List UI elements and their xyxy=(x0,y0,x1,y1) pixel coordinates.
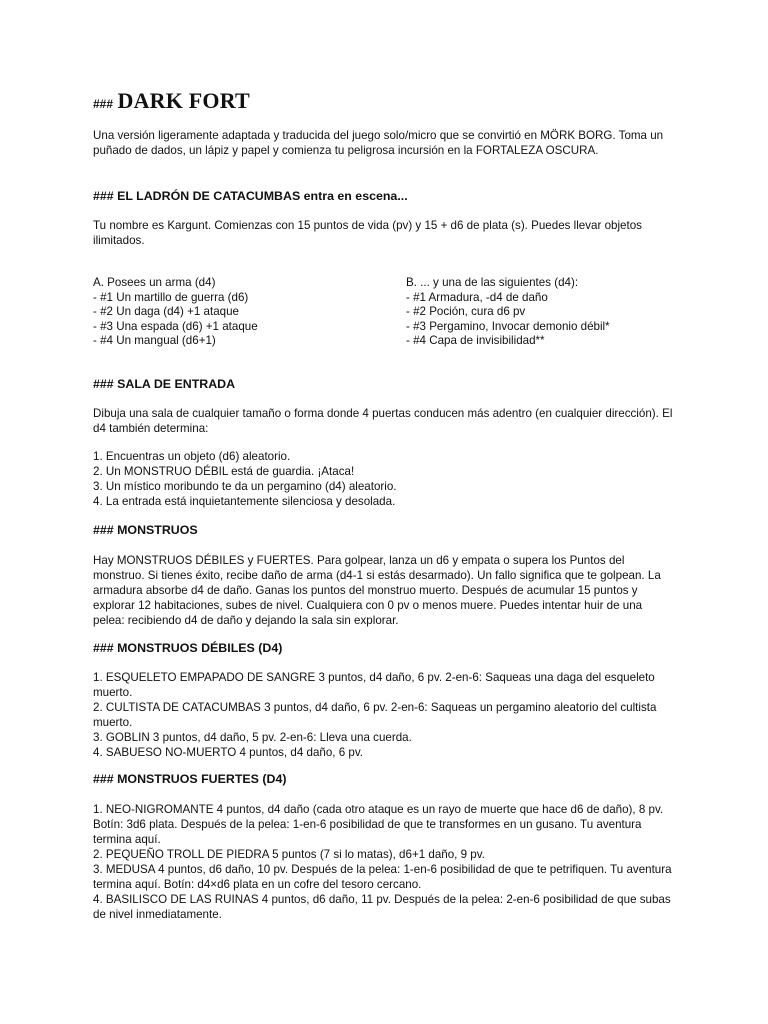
weapon-heading: A. Posees un arma (d4) xyxy=(93,276,216,289)
sala-paragraph xyxy=(93,406,683,436)
list-item: termina aquí. xyxy=(93,833,161,846)
monstruos-paragraph xyxy=(93,553,683,628)
heading-debiles: ### MONSTRUOS DÉBILES (D4) xyxy=(93,641,283,655)
monstruos-line: Hay MONSTRUOS DÉBILES y FUERTES. Para golpear, lanza un d6 y empata o supera los Puntos del xyxy=(93,554,625,567)
list-item: 4. BASILISCO DE LAS RUINAS 4 puntos, d6 daño, 11 pv. Después de la pelea: 2-en-6 posibilidad de que subas xyxy=(93,893,671,906)
weapon-column xyxy=(93,276,393,349)
document-title xyxy=(93,88,250,114)
item-option: - #4 Capa de invisibilidad** xyxy=(406,334,545,347)
list-item: 2. Un MONSTRUO DÉBIL está de guardia. ¡Ataca! xyxy=(93,465,355,478)
monstruos-line: explorar 12 habitaciones, subes de nivel. Cualquiera con 0 pv o menos muere. Puedes intentar huir de una xyxy=(93,599,643,612)
monstruos-line: pelea: recibiendo d4 de daño y dejando la sala sin explorar. xyxy=(93,614,399,627)
list-item: 1. NEO-NIGROMANTE 4 puntos, d4 daño (cada otro ataque es un rayo de muerte que hace d6 de daño), 8 pv. xyxy=(93,803,664,816)
list-item: 3. GOBLIN 3 puntos, d4 daño, 5 pv. 2-en-6: Lleva una cuerda. xyxy=(93,731,412,744)
intro-paragraph xyxy=(93,128,683,158)
list-item: de nivel inmediatamente. xyxy=(93,908,222,921)
ladron-line: ilimitados. xyxy=(93,234,145,247)
weapon-item: - #1 Un martillo de guerra (d6) xyxy=(93,290,249,304)
list-item: Botín: 3d6 plata. Después de la pelea: 1-en-6 posibilidad de que te transformes en un gusano. Tu aventura xyxy=(93,818,642,831)
heading-fuertes: ### MONSTRUOS FUERTES (D4) xyxy=(93,772,287,786)
item-option: - #3 Pergamino, Invocar demonio débil* xyxy=(406,319,610,333)
weapon-item: - #2 Un daga (d4) +1 ataque xyxy=(93,305,239,318)
heading-monstruos: ### MONSTRUOS xyxy=(93,523,198,537)
sala-line: d4 también determina: xyxy=(93,422,209,435)
ladron-paragraph xyxy=(93,218,683,248)
item-column xyxy=(406,276,706,349)
item-heading: B. ... y una de las siguientes (d4): xyxy=(406,276,579,289)
list-item: 3. MEDUSA 4 puntos, d6 daño, 10 pv. Después de la pelea: 1-en-6 posibilidad de que te petrifiquen. Tu aventura xyxy=(93,863,672,876)
debiles-list xyxy=(93,670,683,760)
weapon-item: - #4 Un mangual (d6+1) xyxy=(93,334,216,347)
monstruos-line: monstruo. Si tienes éxito, recibe daño de arma (d4-1 si estás desarmado). Un fallo significa que te golpean. La xyxy=(93,569,661,582)
list-item: 2. PEQUEÑO TROLL DE PIEDRA 5 puntos (7 si lo matas), d6+1 daño, 9 pv. xyxy=(93,848,485,861)
heading-sala: ### SALA DE ENTRADA xyxy=(93,377,236,391)
ladron-line: Tu nombre es Kargunt. Comienzas con 15 puntos de vida (pv) y 15 + d6 de plata (s). Puedes llevar objetos xyxy=(93,219,642,232)
list-item: 4. SABUESO NO-MUERTO 4 puntos, d4 daño, 6 pv. xyxy=(93,746,364,759)
list-item: 4. La entrada está inquietantemente silenciosa y desolada. xyxy=(93,495,396,508)
sala-list xyxy=(93,449,683,509)
monstruos-line: armadura absorbe d4 de daño. Ganas los puntos del monstruo muerto. Después de acumular 15 puntos y xyxy=(93,584,638,597)
intro-line: puñado de dados, un lápiz y papel y comienza tu peligrosa incursión en la FORTALEZA OSCURA. xyxy=(93,144,599,157)
list-item: 1. ESQUELETO EMPAPADO DE SANGRE 3 puntos, d4 daño, 6 pv. 2-en-6: Saqueas una daga del esqueleto xyxy=(93,671,655,684)
list-item: muerto. xyxy=(93,716,133,729)
list-item: 2. CULTISTA DE CATACUMBAS 3 puntos, d4 daño, 6 pv. 2-en-6: Saqueas un pergamino aleatorio del cultista xyxy=(93,701,657,714)
fuertes-list xyxy=(93,802,683,922)
item-option: - #2 Poción, cura d6 pv xyxy=(406,305,526,318)
list-item: muerto. xyxy=(93,686,133,699)
list-item: 1. Encuentras un objeto (d6) aleatorio. xyxy=(93,450,291,463)
title-hashes: ### xyxy=(93,97,114,111)
heading-ladron: ### EL LADRÓN DE CATACUMBAS entra en escena... xyxy=(93,189,408,203)
title-text: DARK FORT xyxy=(117,88,250,113)
item-option: - #1 Armadura, -d4 de daño xyxy=(406,290,548,304)
intro-line: Una versión ligeramente adaptada y traducida del juego solo/micro que se convirtió en MÖRK BORG. Toma un xyxy=(93,129,664,142)
list-item: termina aquí. Botín: d4×d6 plata en un cofre del tesoro cercano. xyxy=(93,878,422,891)
weapon-item: - #3 Una espada (d6) +1 ataque xyxy=(93,319,258,333)
sala-line: Dibuja una sala de cualquier tamaño o forma donde 4 puertas conducen más adentro (en cualquier dirección). El xyxy=(93,407,673,420)
list-item: 3. Un místico moribundo te da un pergamino (d4) aleatorio. xyxy=(93,480,397,493)
